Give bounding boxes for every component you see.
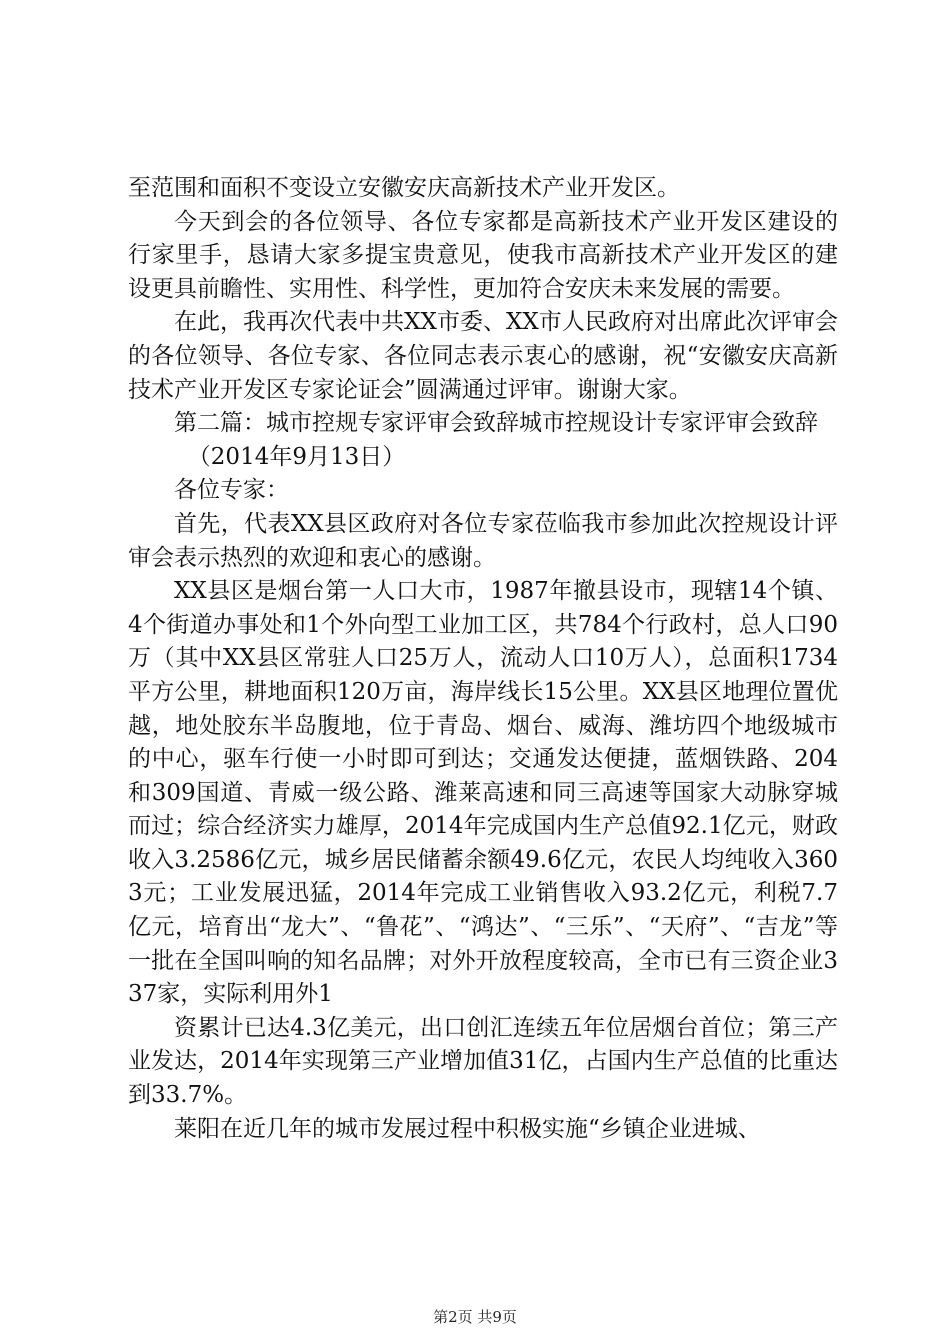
paragraph-3: 在此，我再次代表中共XX市委、XX市人民政府对出席此次评审会的各位领导、各位专家、各位同志表示衷心的感谢，祝“安徽安庆高新技术产业开发区专家论证会”圆满通过评审。谢谢大家。 [128, 309, 838, 403]
page-number-footer: 第2页 共9页 [433, 1308, 517, 1326]
section-heading: 第二篇：城市控规专家评审会致辞城市控规设计专家评审会致辞 [174, 410, 818, 437]
paragraph-1: 至范围和面积不变设立安徽安庆高新技术产业开发区。 [128, 175, 680, 201]
paragraph-welcome: 首先，代表XX县区政府对各位专家莅临我市参加此次控规设计评审会表示热烈的欢迎和衷心的感谢。 [128, 510, 838, 571]
paragraph-overview: XX县区是烟台第一人口大市，1987年撤县设市，现辖14个镇、4个街道办事处和1个外向型工业加工区，共784个行政村，总人口90万（其中XX县区常驻人口25万人，流动人口10万人），总面积1734平方公里，耕地面积120万亩，海岸线长15公里。XX县区地理位置优越，地处胶东半岛腹地，位于青岛、烟台、威海、潍坊四个地级城市的中心，驱车行使一小时即可到达；交通发达便捷，蓝烟铁路、204和309国道、青威一级公路、潍莱高速和同三高速等国家大动脉穿城而过；综合经济实力雄厚，2014年完成国内生产总值92.1亿元，财政收入3.2586亿元，城乡居民储蓄余额49.6亿元，农民人均纯收入3603元；工业发展迅猛，2014年完成工业销售收入93.2亿元，利税7.7亿元，培育出“龙大”、“鲁花”、“鸿达”、“三乐”、“天府”、“吉龙”等一批在全国叫响的知名品牌；对外开放程度较高，全市已有三资企业337家，实际利用外1 [128, 578, 838, 1008]
paragraph-2: 今天到会的各位领导、各位专家都是高新技术产业开发区建设的行家里手，恳请大家多提宝贵意见，使我市高新技术产业开发区的建设更具前瞻性、实用性、科学性，更加符合安庆未来发展的需要。 [128, 208, 838, 302]
date-line: （2014年9月13日） [187, 443, 406, 470]
paragraph-last: 莱阳在近几年的城市发展过程中积极实施“乡镇企业进城、 [174, 1115, 761, 1142]
salutation: 各位专家： [174, 477, 289, 504]
document-body [128, 172, 838, 1146]
paragraph-continued: 资累计已达4.3亿美元，出口创汇连续五年位居烟台首位；第三产业发达，2014年实现第三产业增加值31亿，占国内生产总值的比重达到33.7%。 [128, 1014, 838, 1109]
